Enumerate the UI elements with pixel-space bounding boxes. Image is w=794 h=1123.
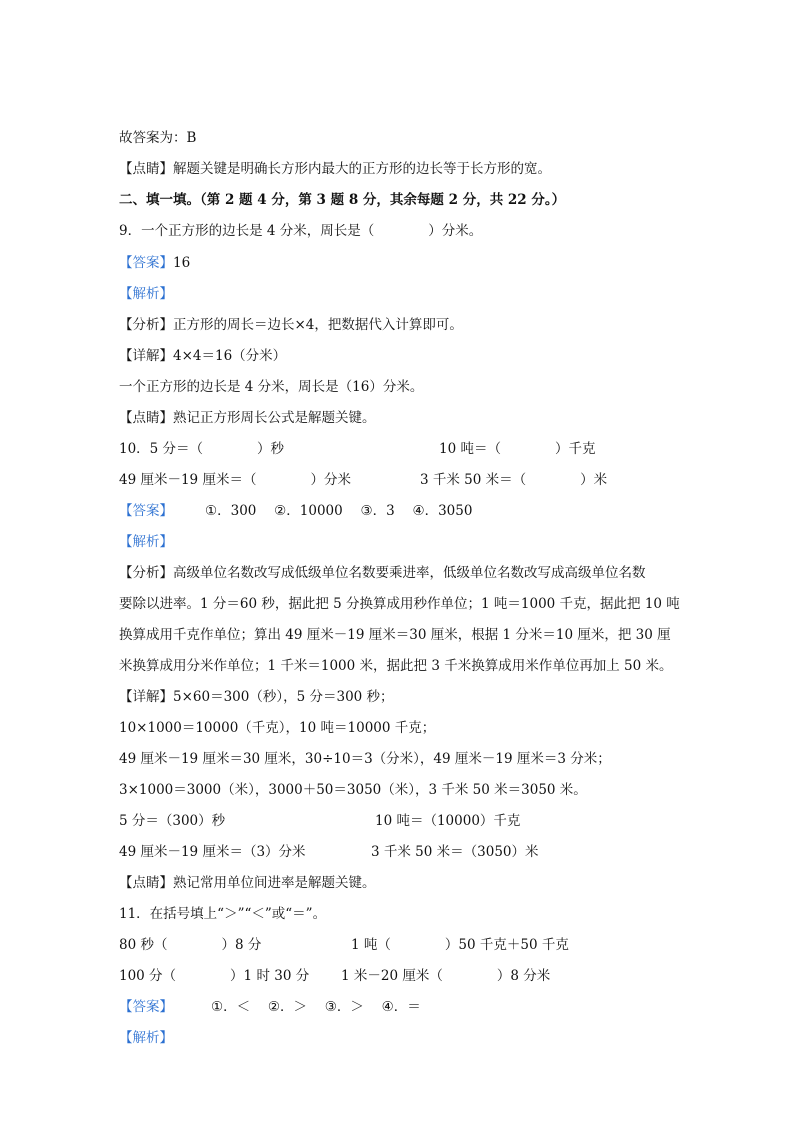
analysis-line-q10-4: 米换算成用分米作单位；1 千米＝1000 米，据此把 3 千米换算成用米作单位再加上 50 米。 (119, 658, 673, 674)
analysis-tag-q11: 【解析】 (119, 1030, 173, 1046)
key-point-line: 【点睛】解题关键是明确长方形内最大的正方形的边长等于长方形的宽。 (119, 161, 551, 177)
analysis-tag-q9: 【解析】 (119, 286, 173, 302)
answer-line-q9 (119, 253, 190, 273)
detail-line-q10-4: 3×1000＝3000（米），3000＋50＝3050（米），3 千米 50 米＝3050 米。 (119, 782, 587, 798)
detail-result-q9: 一个正方形的边长是 4 分米，周长是（16）分米。 (119, 379, 424, 395)
analysis-line-q10-2: 要除以进率。1 分＝60 秒，据此把 5 分换算成用秒作单位；1 吨＝1000 千克，据此把 10 吨 (119, 596, 680, 612)
key-point-q9: 【点睛】熟记正方形周长公式是解题关键。 (119, 410, 376, 426)
q10-item-1: 10．5 分＝（ ）秒 (119, 441, 285, 457)
analysis-tag-q10: 【解析】 (119, 534, 173, 550)
answer-tag: 【答案】 (119, 255, 173, 271)
detail-line-q9: 【详解】4×4＝16（分米） (119, 348, 287, 364)
section-heading: 二、填一填。（第 2 题 4 分，第 3 题 8 分，其余每题 2 分，共 22 分。） (119, 192, 566, 208)
q11-item-4: 1 米－20 厘米（ ）8 分米 (341, 968, 551, 984)
answer-line-q10 (119, 501, 472, 521)
q11-item-2: 1 吨（ ）50 千克＋50 千克 (351, 937, 569, 953)
analysis-line-q10-1: 【分析】高级单位名数改写成低级单位名数要乘进率，低级单位名数改写成高级单位名数 (119, 565, 646, 581)
question-9: 9．一个正方形的边长是 4 分米，周长是（ ）分米。 (119, 223, 483, 239)
detail-line-q10-2: 10×1000＝10000（千克），10 吨＝10000 千克； (119, 720, 436, 736)
question-11: 11．在括号填上“＞”“＜”或“＝”。 (119, 906, 327, 922)
answer-conclusion: 故答案为：B (119, 130, 197, 146)
q11-item-1: 80 秒（ ）8 分 (119, 937, 262, 953)
analysis-line-q9: 【分析】正方形的周长＝边长×4，把数据代入计算即可。 (119, 317, 463, 333)
answer-value: ①．300 ②．10000 ③．3 ④．3050 (205, 503, 473, 519)
q10-result-3: 49 厘米－19 厘米＝（3）分米 (119, 844, 306, 860)
q10-result-4: 3 千米 50 米＝（3050）米 (371, 844, 539, 860)
q10-item-3: 49 厘米－19 厘米＝（ ）分米 (119, 472, 351, 488)
key-point-q10: 【点睛】熟记常用单位间进率是解题关键。 (119, 875, 376, 891)
q10-item-4: 3 千米 50 米＝（ ）米 (420, 472, 608, 488)
q10-result-1: 5 分＝（300）秒 (119, 813, 226, 829)
analysis-line-q10-3: 换算成用千克作单位；算出 49 厘米－19 厘米＝30 厘米，根据 1 分米＝10 厘米，把 30 厘 (119, 627, 671, 643)
q10-result-2: 10 吨＝（10000）千克 (375, 813, 521, 829)
answer-line-q11 (119, 997, 421, 1017)
q10-item-2: 10 吨＝（ ）千克 (439, 441, 596, 457)
answer-tag: 【答案】 (119, 999, 173, 1015)
answer-value: 16 (173, 255, 191, 271)
answer-tag: 【答案】 (119, 503, 173, 519)
detail-line-q10-1: 【详解】5×60＝300（秒），5 分＝300 秒； (119, 689, 394, 705)
detail-line-q10-3: 49 厘米－19 厘米＝30 厘米，30÷10＝3（分米），49 厘米－19 厘米＝3 分米； (119, 751, 611, 767)
answer-value: ①．＜ ②．＞ ③．＞ ④．＝ (211, 999, 421, 1015)
q11-item-3: 100 分（ ）1 时 30 分 (119, 968, 310, 984)
